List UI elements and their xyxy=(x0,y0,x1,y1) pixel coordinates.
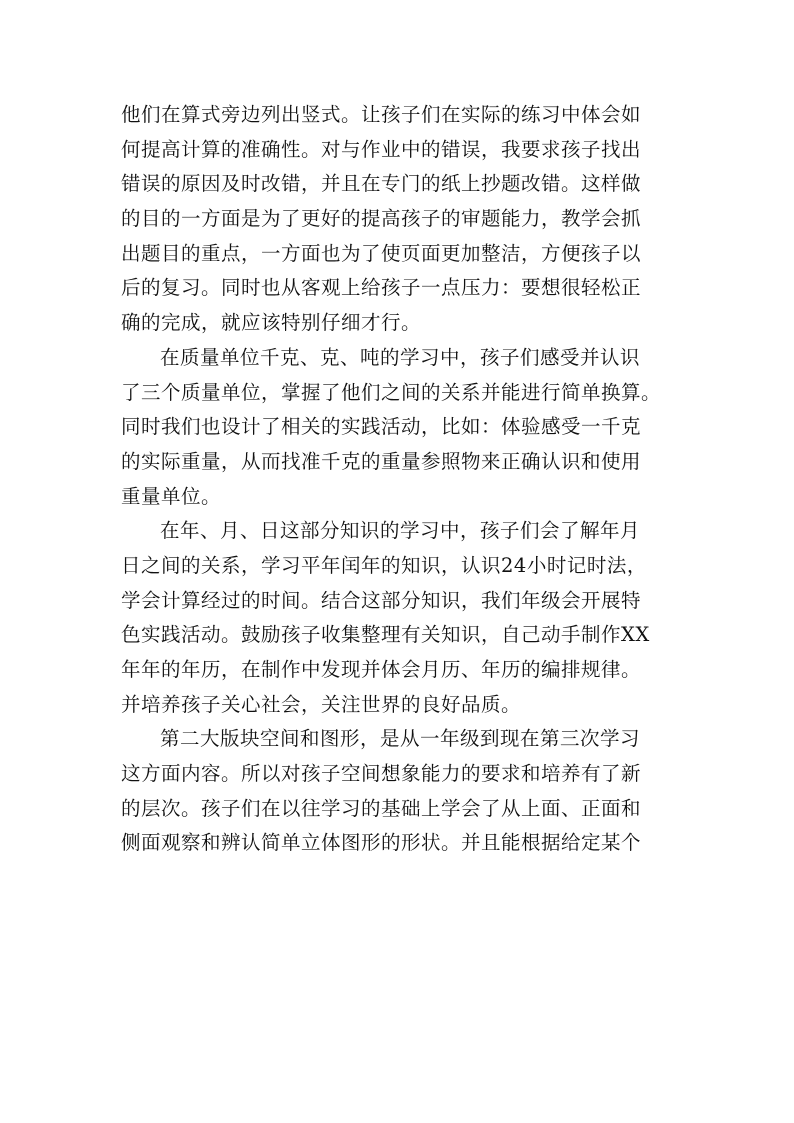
text-line: 年年的年历，在制作中发现并体会月历、年历的编排规律。 xyxy=(121,658,642,681)
text-line: 重量单位。 xyxy=(121,484,222,508)
text-line: 学会计算经过的时间。结合这部分知识，我们年级会开展特 xyxy=(121,588,642,612)
text-line: 侧面观察和辨认简单立体图形的形状。并且能根据给定某个 xyxy=(121,831,642,855)
text-line: 并培养孩子关心社会，关注世界的良好品质。 xyxy=(121,692,522,716)
text-line: 他们在算式旁边列出竖式。让孩子们在实际的练习中体会如 xyxy=(121,103,642,126)
text-line: 的目的一方面是为了更好的提高孩子的审题能力，教学会抓 xyxy=(121,207,642,231)
paragraph-first-line: 在质量单位千克、克、吨的学习中，孩子们感受并认识 xyxy=(160,345,641,369)
text-line: 了三个质量单位，掌握了他们之间的关系并能进行简单换算。 xyxy=(121,380,662,404)
text-line: 的层次。孩子们在以往学习的基础上学会了从上面、正面和 xyxy=(121,796,642,820)
text-line: 确的完成，就应该特别仔细才行。 xyxy=(121,311,422,335)
text-line: 日之间的关系，学习平年闰年的知识，认识24小时记时法， xyxy=(121,553,647,577)
paragraph-first-line: 在年、月、日这部分知识的学习中，孩子们会了解年月 xyxy=(160,519,641,543)
document-body xyxy=(121,98,681,861)
text-line: 色实践活动。鼓励孩子收集整理有关知识，自己动手制作XX xyxy=(121,623,650,647)
text-line: 出题目的重点，一方面也为了使页面更加整洁，方便孩子以 xyxy=(121,241,642,265)
text-line: 何提高计算的准确性。对与作业中的错误，我要求孩子找出 xyxy=(121,137,642,161)
text-line: 的实际重量，从而找准千克的重量参照物来正确认识和使用 xyxy=(121,449,642,473)
text-line: 同时我们也设计了相关的实践活动，比如：体验感受一千克 xyxy=(121,415,642,439)
paragraph-first-line: 第二大版块空间和图形，是从一年级到现在第三次学习 xyxy=(160,727,641,751)
text-line: 后的复习。同时也从客观上给孩子一点压力：要想很轻松正 xyxy=(121,276,642,300)
text-line: 错误的原因及时改错，并且在专门的纸上抄题改错。这样做 xyxy=(121,172,642,196)
text-line: 这方面内容。所以对孩子空间想象能力的要求和培养有了新 xyxy=(121,762,642,786)
